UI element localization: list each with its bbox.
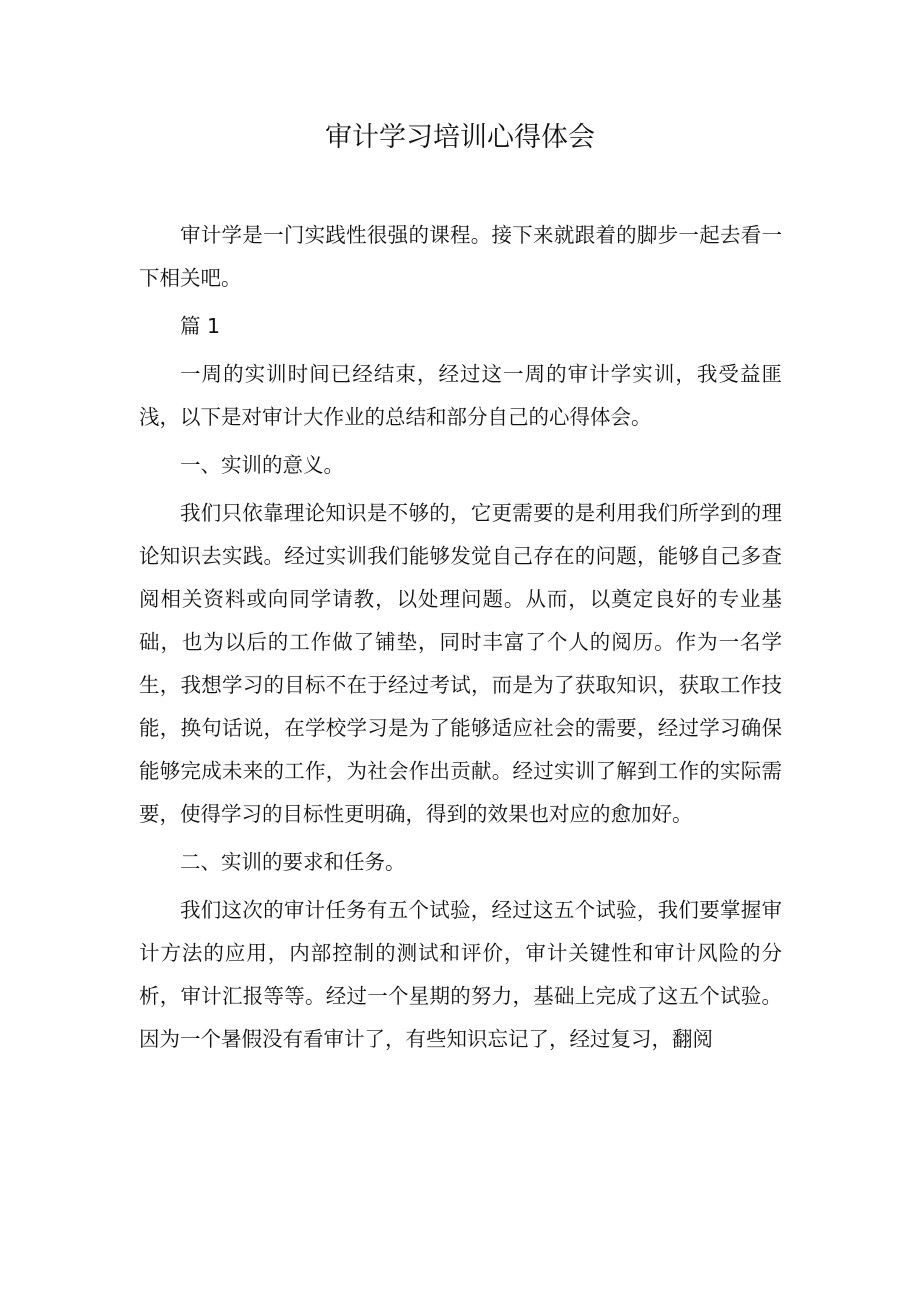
document-title: 审计学习培训心得体会 bbox=[325, 122, 595, 153]
document-body bbox=[139, 214, 782, 1061]
section-label: 篇 1 bbox=[180, 314, 221, 338]
requirements-paragraph: 我们这次的审计任务有五个试验，经过这五个试验，我们要掌握审计方法的应用，内部控制的测试和评价，审计关键性和审计风险的分析，审计汇报等等。经过一个星期的努力，基础上完成了这五个试验。因为一个暑假没有看审计了，有些知识忘记了，经过复习，翻阅 bbox=[139, 898, 782, 1051]
significance-paragraph: 我们只依靠理论知识是不够的，它更需要的是利用我们所学到的理论知识去实践。经过实训我们能够发觉自己存在的问题，能够自己多查阅相关资料或向同学请教，以处理问题。从而，以奠定良好的专业基础，也为以后的工作做了铺垫，同时丰富了个人的阅历。作为一名学生，我想学习的目标不在于经过考试，而是为了获取知识，获取工作技能，换句话说，在学校学习是为了能够适应社会的需要，经过学习确保能够完成未来的工作，为社会作出贡献。经过实训了解到工作的实际需要，使得学习的目标性更明确，得到的效果也对应的愈加好。 bbox=[139, 501, 782, 826]
intro-paragraph: 审计学是一门实践性很强的课程。接下来就跟着的脚步一起去看一下相关吧。 bbox=[139, 223, 782, 290]
summary-paragraph: 一周的实训时间已经结束，经过这一周的审计学实训，我受益匪浅，以下是对审计大作业的总结和部分自己的心得体会。 bbox=[139, 362, 782, 429]
heading-significance: 一、实训的意义。 bbox=[180, 453, 344, 477]
heading-requirements: 二、实训的要求和任务。 bbox=[180, 850, 406, 874]
